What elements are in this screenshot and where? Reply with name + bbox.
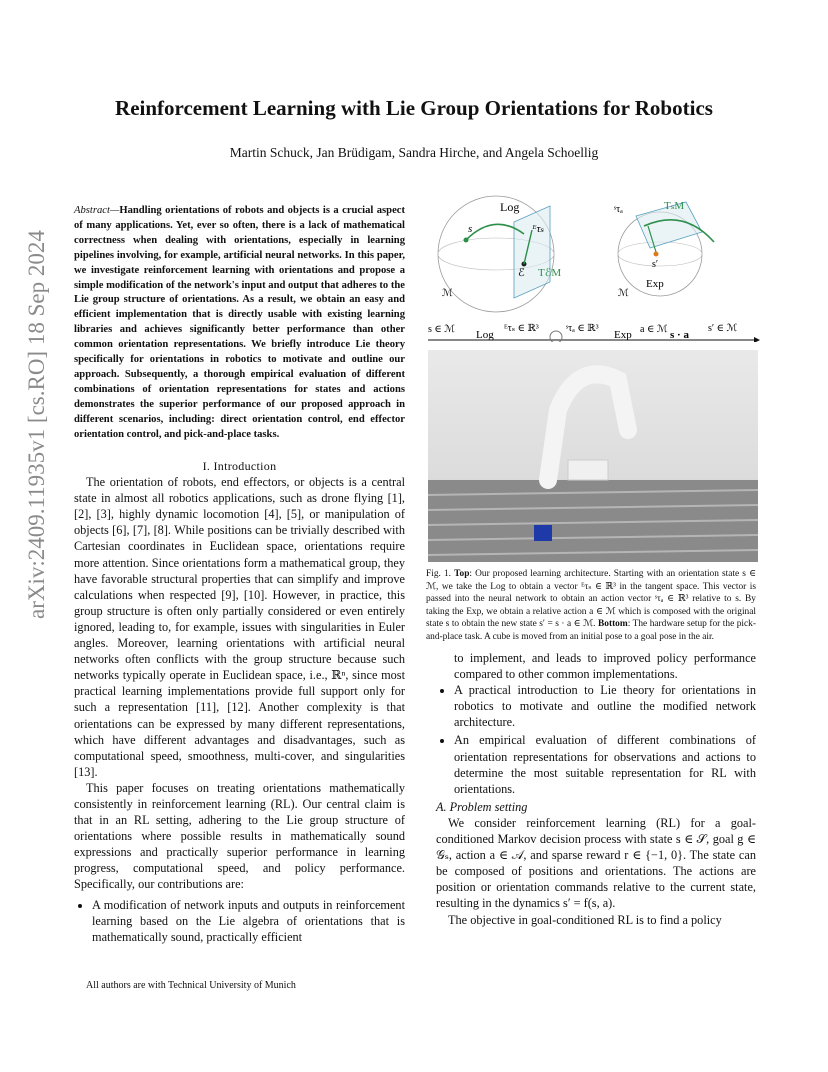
label-log: Log: [500, 200, 520, 214]
contribution-item-1: • A modification of network inputs and outputs in reinforcement learning based on the Lie algebra of orientations that is mathematically sound, practically efficient: [92, 897, 405, 945]
footnote: All authors are with Technical University of Munich: [86, 980, 296, 991]
intro-paragraph-1: The orientation of robots, end effectors, or objects is a central state in almost all robotics applications, such as drone flying [1], [2], [3], highly dynamic locomotion [4], [5], or manipulation of objects [6], [7], [8]. While positions can be trivially described with Cartesian coordinates in Euclidean space, orientations require more attention. Since orientations form a mathematical group, they have favorable structural properties that can simplify and improve calculations when respected [9], [10]. However, in practice, this group structure is often only partially considered or even entirely ignored, leading to, for example, issues with singularities in Euler angles. Moreover, learning orientations with artificial neural networks often conflicts with the group structure because such networks typically operate in Euclidean space, i.e., ℝⁿ, since most practical learning implementations provide full support only for such a representation [11], [12]. Another complexity is that orientations can be expressed by many different representations, which have different advantages and disadvantages, such as computational speed, smoothness, multi-cover, and singularities [13].: [74, 475, 405, 779]
pipeline-tau-s: ᴱτₛ ∈ ℝ³: [504, 323, 539, 334]
caption-bottom-text: : The hardware setup for the pick-and-place task. A cube is moved from an initial pose to a goal pose in the air.: [426, 619, 756, 642]
label-s-prime: s′: [652, 259, 659, 270]
new-state-point: [654, 252, 659, 257]
problem-paragraph-2: The objective in goal-conditioned RL is to find a policy: [448, 912, 722, 927]
section-heading-introduction: I. Introduction: [202, 459, 277, 473]
arxiv-identifier: arXiv:2409.11935v1 [cs.RO] 18 Sep 2024: [24, 230, 49, 619]
pipeline-compose: s · a: [670, 329, 689, 341]
caption-top-text: : Our proposed learning architecture. Starting with an orientation state s ∈ ℳ, we take the Log to obtain a vector ᴱτₛ ∈ ℝ³ in the tangent space. This vector is passed into the neural network to obtain an action vector ˢτₐ ∈ ℝ³ relative to s. By taking the Exp, we obtain a relative action a ∈ ℳ which is composed with the original state s to obtain the new state s′ = s · a ∈ ℳ.: [426, 569, 757, 630]
abstract-text: Handling orientations of robots and objects is a crucial aspect of many applications. Yet, ever so often, there is a lack of mathematical correctness when dealing with orientations, especially in learning pipelines involving, for example, artificial neural networks. In this paper, we investigate reinforcement learning with orientations and propose a simple modification of the network's input and output that adheres to the Lie group structure of orientations. As a result, we obtain an easy and efficient implementation that is directly usable with existing learning libraries and achieves significantly better performance than other common orientation representations. We briefly introduce Lie theory specifically for orientations in robotics to motivate and outline our approach. Subsequently, a thorough empirical evaluation of different combinations of orientation representations for states and actions demonstrates the superior performance of our proposed approach in different scenarios, including: direct orientation control, end effector orientation control, and pick-and-place tasks.: [74, 205, 405, 440]
pipeline-tau-a: ˢτₐ ∈ ℝ³: [566, 323, 599, 334]
robot-photo: [428, 350, 758, 562]
label-s: s: [468, 223, 473, 235]
robot-setup-illustration: [428, 350, 758, 562]
contribution-list: [74, 897, 405, 945]
contribution-item-3: • An empirical evaluation of different combinations of orientation representations for observations and actions to determine the most suitable representation for RL with orientations.: [454, 732, 756, 796]
pipeline-state: s ∈ ℳ: [428, 324, 455, 335]
tangent-plane-left: [514, 206, 550, 298]
pipeline-arrowhead: [754, 337, 760, 342]
pipeline-new-state: s′ ∈ ℳ: [708, 323, 738, 334]
robot-gripper: [568, 460, 608, 480]
caption-bottom-label: Bottom: [598, 619, 628, 630]
contribution-item-1-continued: to implement, and leads to improved policy performance compared to other common implementations.: [454, 651, 756, 682]
sphere-equator-right: [618, 242, 702, 266]
right-column: [436, 650, 756, 928]
problem-paragraph-1: We consider reinforcement learning (RL) for a goal-conditioned Markov decision process with state s ∈ 𝒮, goal g ∈ 𝒢ₛ, action a ∈ 𝒜, and sparse reward r ∈ {−1, 0}. The state can be composed of positions and orientations. The actions are position or orientation commands relative to the current state, resulting in the dynamics s′ = f(s, a).: [436, 815, 756, 911]
label-tau-a: ˢτₐ: [614, 204, 623, 215]
label-exp: Exp: [646, 278, 664, 290]
state-point-s: [464, 238, 469, 243]
label-identity: ℰ: [518, 267, 525, 279]
left-column: [74, 458, 405, 947]
contribution-item-2: • A practical introduction to Lie theory for orientations in robotics to motivate and outline the modified network architecture.: [454, 682, 756, 730]
pipeline-log: Log: [476, 329, 494, 341]
paper-title: Reinforcement Learning with Lie Group Orientations for Robotics: [115, 96, 713, 120]
caption-top-label: Top: [454, 569, 470, 579]
contribution-list-continued: [436, 682, 756, 797]
figure-1-diagram: [424, 192, 760, 342]
abstract-label: Abstract—: [74, 205, 120, 216]
label-tau-s: ᴱτₛ: [532, 223, 545, 235]
author-list: Martin Schuck, Jan Brüdigam, Sandra Hirche, and Angela Schoellig: [229, 145, 599, 160]
subsection-heading-problem-setting: A. Problem setting: [436, 799, 528, 814]
lie-group-diagram: [424, 192, 760, 342]
pipeline-exp: Exp: [614, 329, 632, 341]
abstract: [74, 204, 405, 443]
label-tangent-space-s: TₛM: [664, 200, 685, 212]
label-tangent-space-E: TℰM: [538, 267, 562, 279]
figure-1-caption: [426, 568, 756, 644]
label-manifold-right: ℳ: [618, 288, 629, 299]
caption-label: Fig. 1.: [426, 569, 451, 579]
intro-paragraph-2: This paper focuses on treating orientations mathematically consistently in reinforcement learning (RL). Our central claim is that in an RL setting, adhering to the Lie group structure of orientations where possible results in mathematically sound expressions and practically superior performance in learning progress, computational speed, and policy performance. Specifically, our contributions are:: [74, 780, 405, 892]
blue-cube: [534, 525, 552, 541]
pipeline-action: a ∈ ℳ: [640, 324, 668, 335]
label-manifold-left: ℳ: [442, 288, 453, 299]
